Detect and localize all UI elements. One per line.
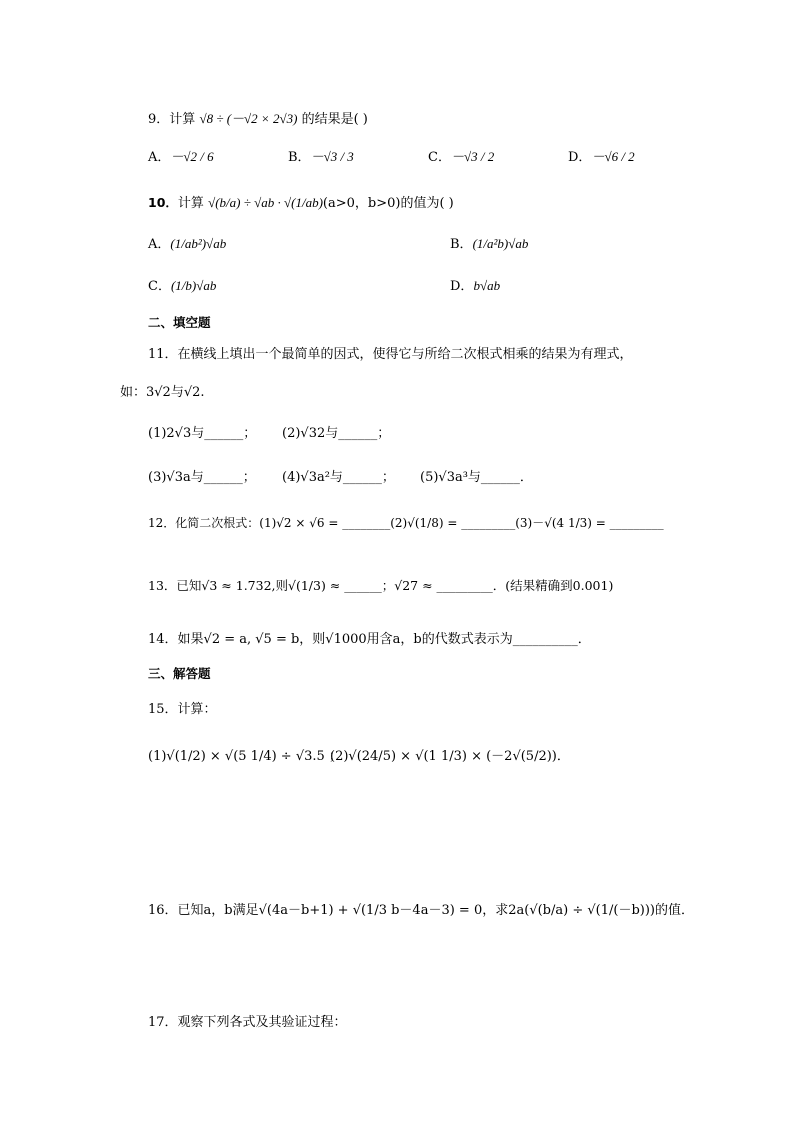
option-value: (1/ab²)√ab [170, 236, 227, 251]
q16-stem: 16．已知a，b满足√(4a－b+1) + √(1/3 b－4a－3) = 0，求2a(√(b/a) ÷ √(1/(－b)))的值． [148, 903, 694, 918]
option-value: (1/b)√ab [170, 278, 217, 293]
q10-option-a [148, 233, 226, 252]
q11-item-1: (1)2√3与______； [148, 426, 257, 441]
q10-expression: √(b/a) ÷ √ab · √(1/ab) [208, 195, 323, 210]
option-label: B． [450, 237, 473, 252]
q13-stem: 13．已知√3 ≈ 1.732,则√(1/3) ≈ ______；√27 ≈ _________．(结果精确到0.001) [148, 578, 614, 593]
option-label: A． [148, 150, 171, 165]
q9-text-suffix: 的结果是( ) [301, 112, 368, 127]
q11-stem: 11．在横线上填出一个最简单的因式，使得它与所给二次根式相乘的结果为有理式， [148, 347, 633, 362]
q9-stem [148, 108, 368, 127]
q15-part-2: (2)√(24/5) × √(1 1/3) × (－2√(5/2))． [330, 749, 570, 764]
q10-number: 10． [148, 195, 178, 210]
q11-item-2: (2)√32与______； [282, 426, 391, 441]
q10-option-d [450, 275, 500, 294]
q11-item-3: (3)√3a与______； [148, 470, 256, 485]
q9-option-d [568, 146, 635, 165]
option-value: (1/a²b)√ab [472, 236, 529, 251]
option-value: b√ab [473, 278, 501, 293]
q9-option-c [428, 146, 494, 165]
option-label: A． [148, 237, 171, 252]
option-label: D． [568, 150, 592, 165]
q10-stem [148, 192, 454, 211]
q11-item-5: (5)√3a³与______． [420, 470, 533, 485]
q10-option-c [148, 275, 216, 294]
q15-stem: 15．计算： [148, 702, 217, 717]
option-label: B． [288, 150, 311, 165]
q12-stem: 12．化简二次根式：(1)√2 × √6 = ________(2)√(1/8) = _________(3)－√(4 1/3) = _________ [148, 516, 664, 530]
option-label: C． [148, 279, 171, 294]
q9-expression: √8 ÷ (－√2 × 2√3) [199, 111, 298, 126]
q9-option-a [148, 146, 214, 165]
q11-item-4: (4)√3a²与______； [282, 470, 395, 485]
q10-option-b [450, 233, 528, 252]
q10-text-prefix: 计算 [177, 196, 204, 211]
section-title-answer: 三、解答题 [148, 666, 211, 681]
q9-number: 9． [148, 112, 170, 127]
option-value: －√3 / 3 [310, 149, 354, 164]
q10-text-suffix: (a>0，b>0)的值为( ) [322, 196, 454, 211]
q14-stem: 14．如果√2 = a, √5 = b，则√1000用含a，b的代数式表示为__________． [148, 632, 591, 647]
option-value: －√2 / 6 [170, 149, 214, 164]
option-label: C． [428, 150, 451, 165]
q9-option-b [288, 146, 354, 165]
option-value: －√3 / 2 [450, 149, 495, 164]
q15-part-1: (1)√(1/2) × √(5 1/4) ÷ √3.5 ； [148, 749, 342, 764]
option-value: －√6 / 2 [591, 149, 635, 164]
q11-example: 如：3√2与√2. [120, 385, 205, 400]
section-title-fill-in: 二、填空题 [148, 315, 211, 330]
option-label: D． [450, 279, 474, 294]
q9-text-prefix: 计算 [169, 112, 196, 127]
q17-stem: 17．观察下列各式及其验证过程： [148, 1015, 347, 1030]
